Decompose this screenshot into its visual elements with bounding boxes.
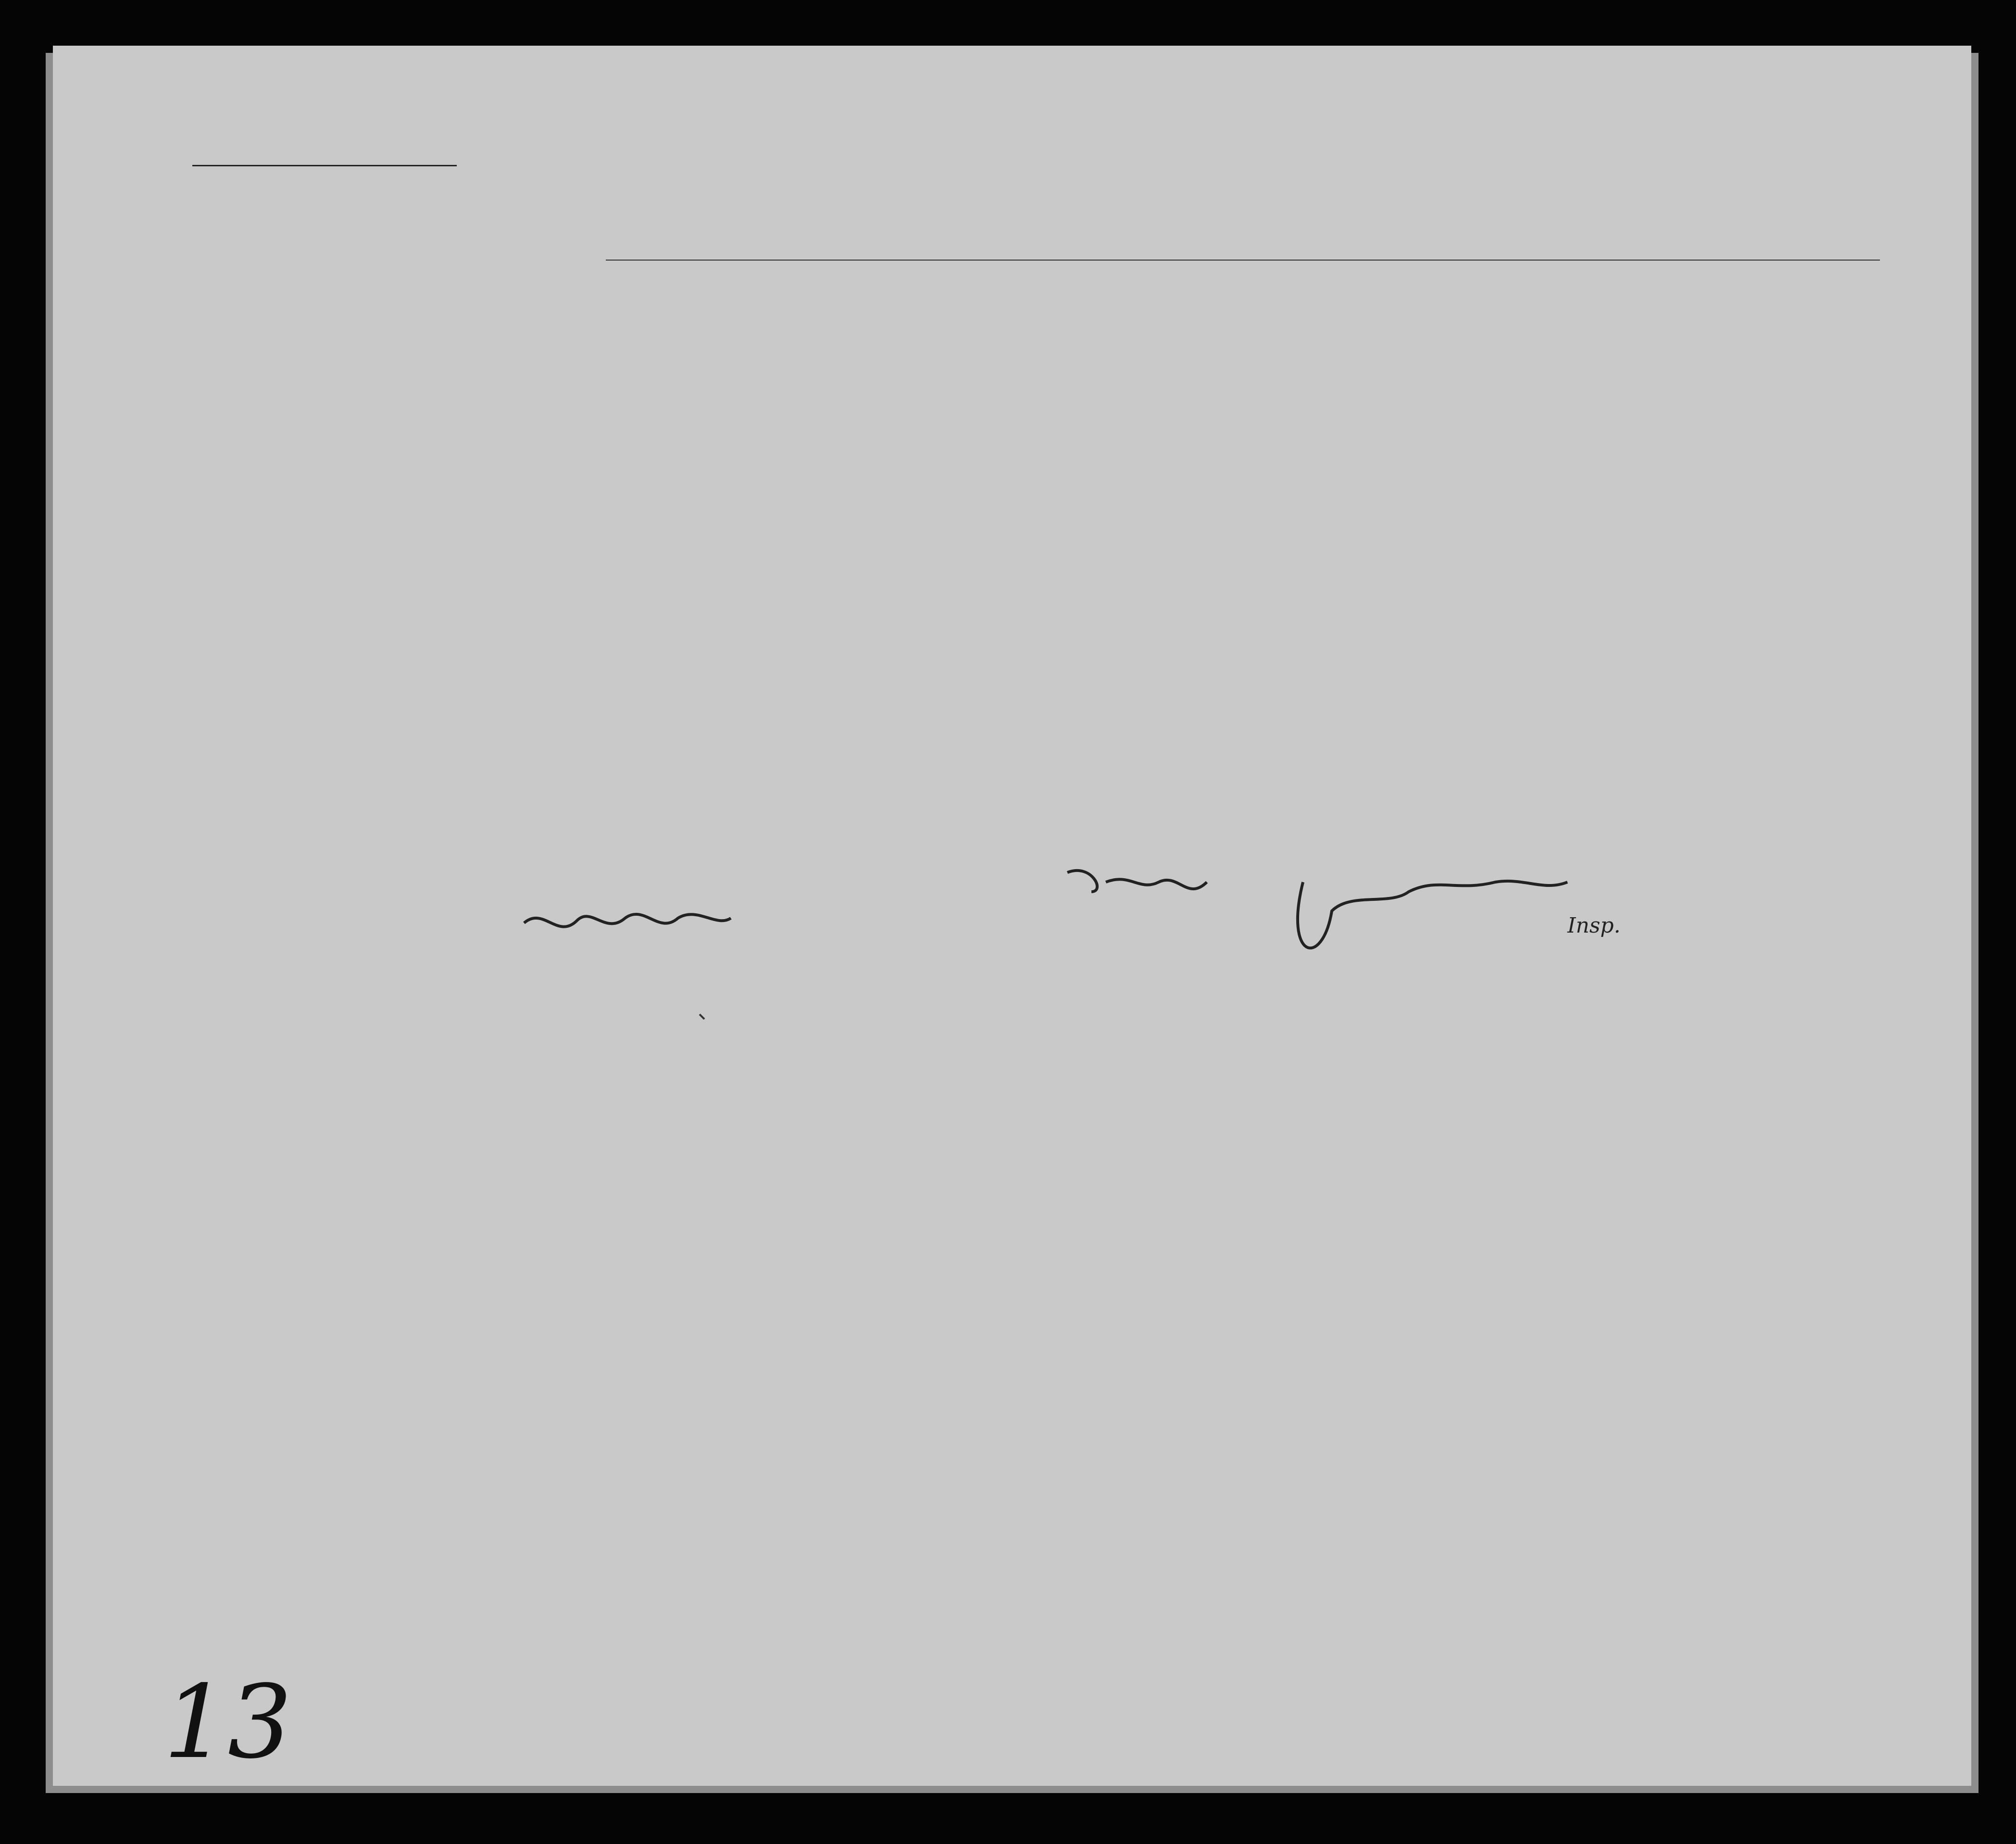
purser-signature <box>524 914 731 927</box>
manifest-sheet <box>53 46 1971 1786</box>
stray-mark <box>700 1014 704 1019</box>
inspector-signature <box>1298 881 1567 948</box>
handwritten-annotations <box>53 46 1971 1786</box>
insp-abbrev: Insp. <box>1567 913 1621 938</box>
inspector-mark <box>1067 871 1207 892</box>
corner-number: 13 <box>163 1663 292 1781</box>
